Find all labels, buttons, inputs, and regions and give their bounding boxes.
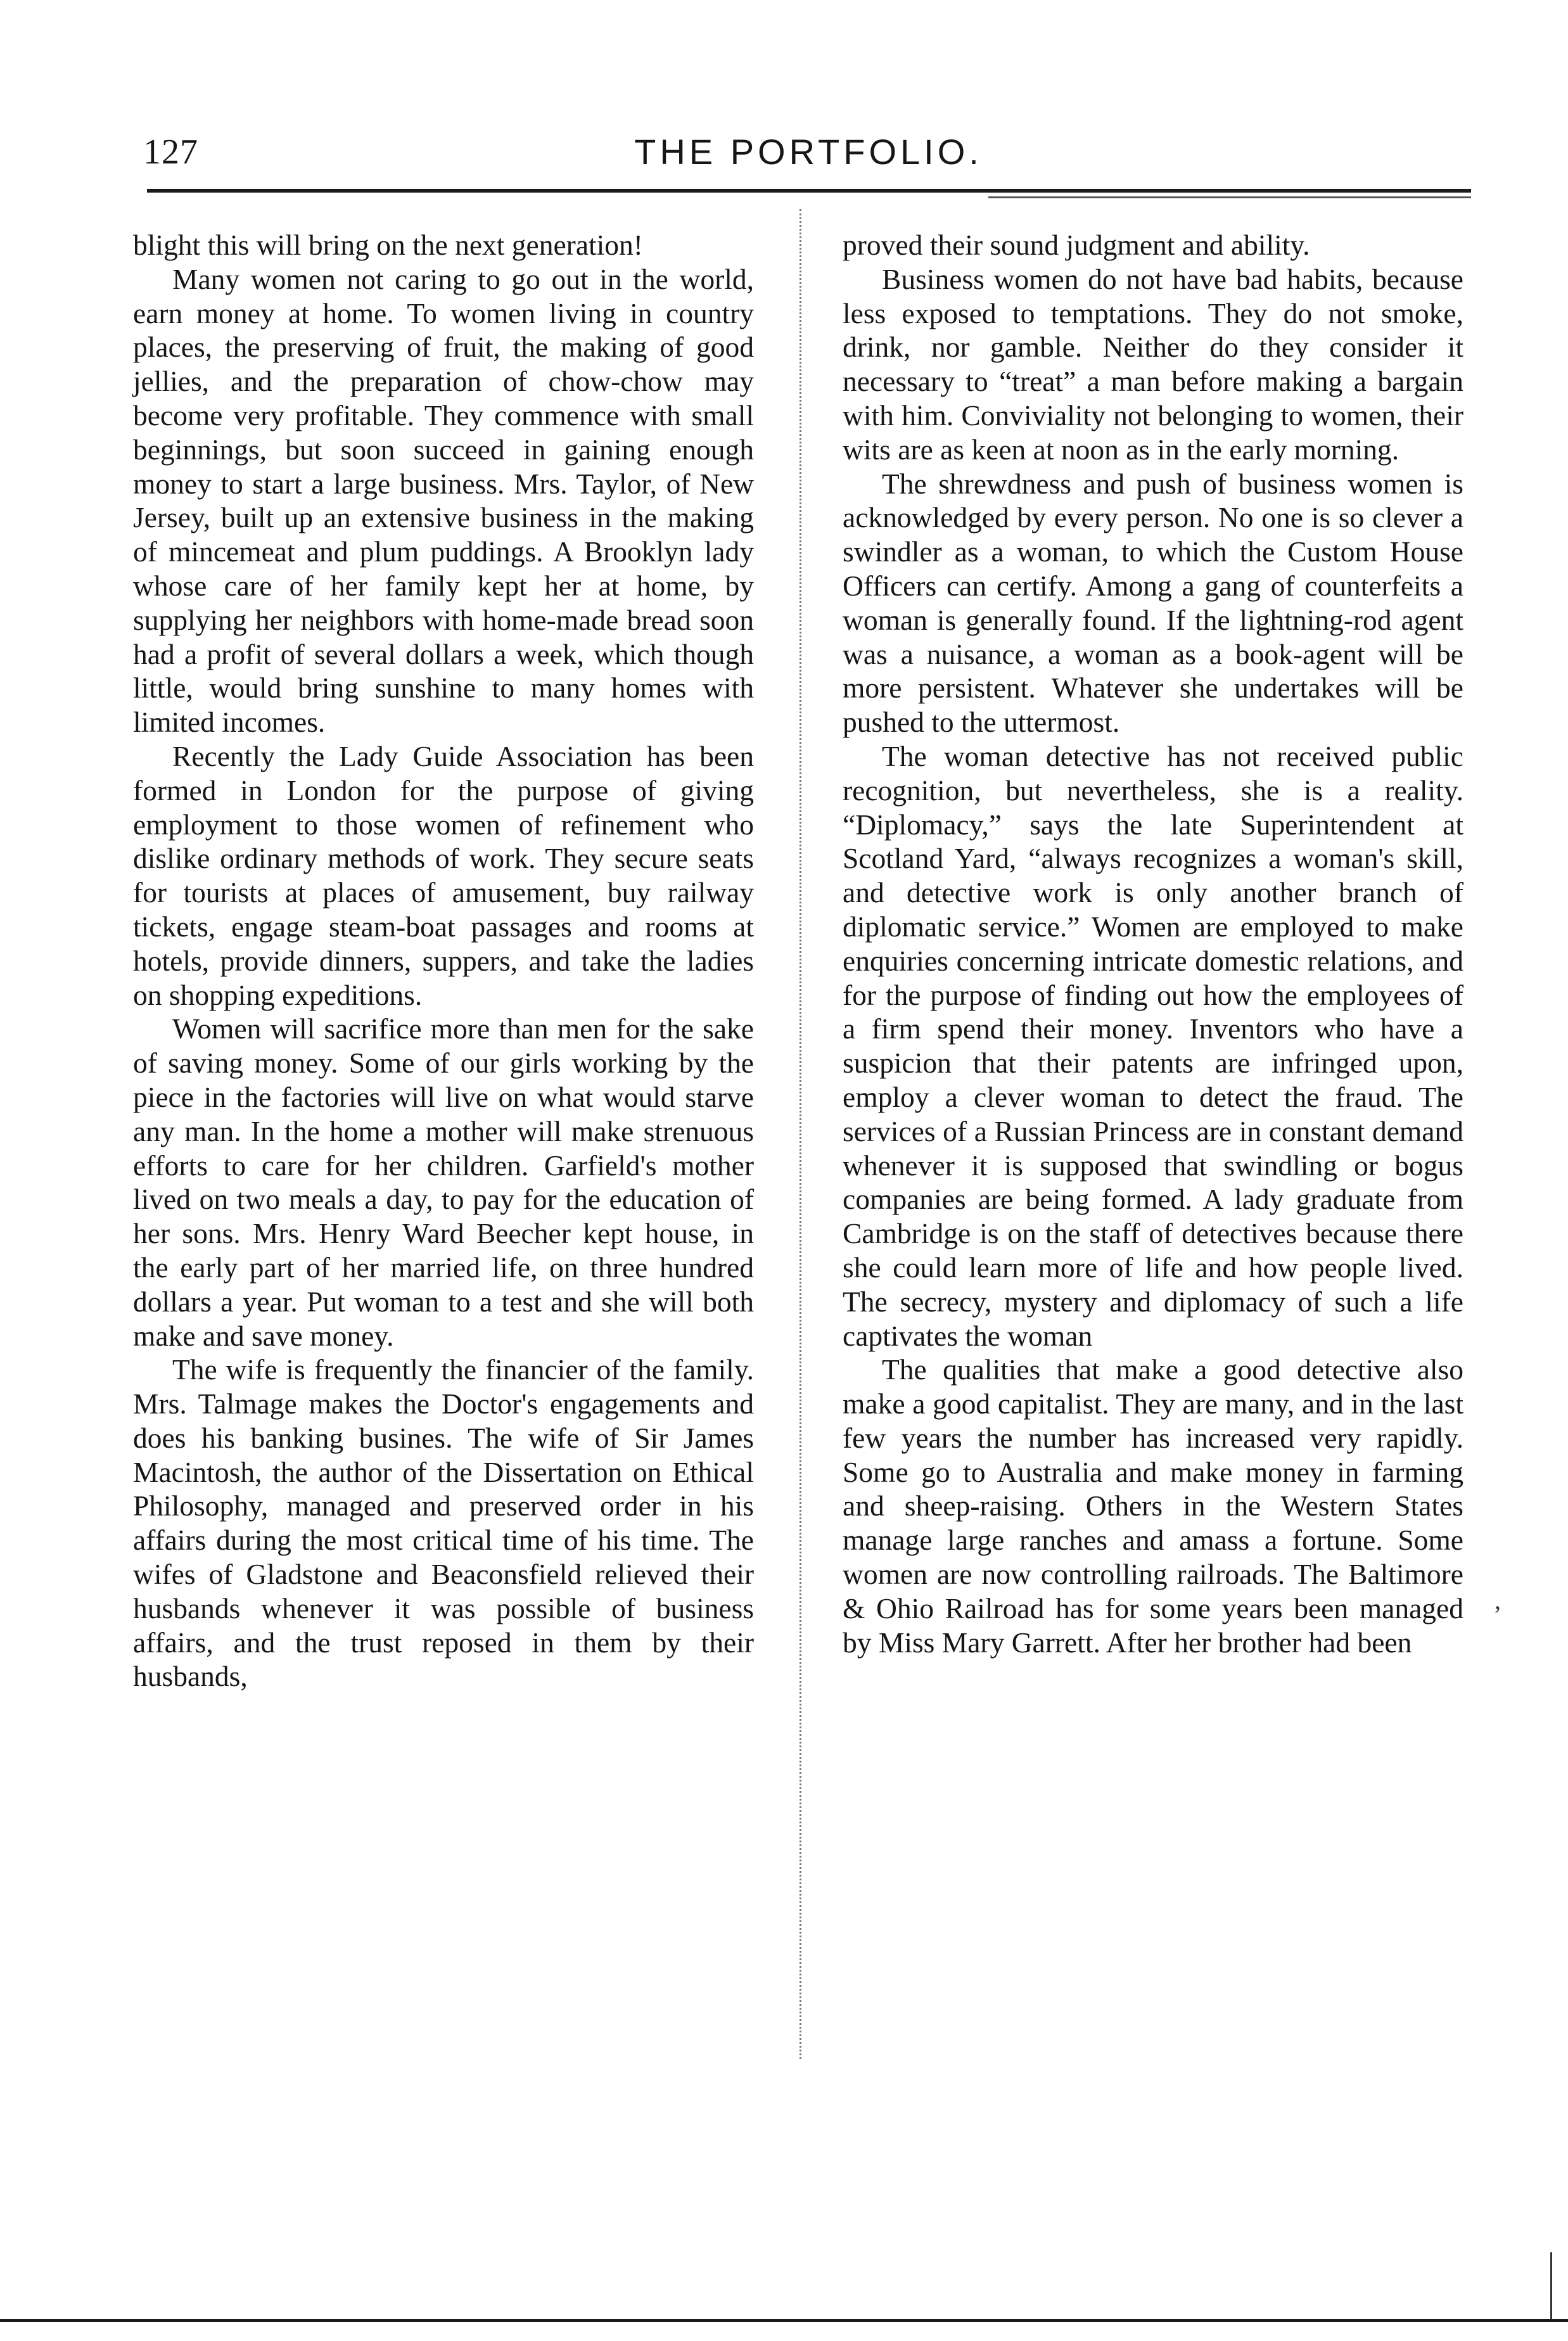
page-bottom-edge (0, 2319, 1568, 2322)
paragraph: The shrewdness and push of business women is acknowledged by every person. No one is so clever a swindler as a woman, to which the Custom House Officers can certify. Among a gang of counterfeits a woman is generally found. If the lightning-rod agent was a nuisance, a woman as a book-agent will be more persistent. Whatever she undertakes will be pushed to the uttermost. (843, 467, 1463, 739)
left-column (133, 228, 754, 1694)
paragraph: The wife is frequently the financier of the family. Mrs. Talmage makes the Doctor's engagements and does his banking busines. The wife of Sir James Macintosh, the author of the Dissertation on Ethical Philosophy, managed and preserved order in his affairs during the most critical time of his time. The wifes of Gladstone and Beaconsfield relieved their husbands whenever it was possible of business affairs, and the trust reposed in them by their husbands, (133, 1353, 754, 1693)
paragraph: The qualities that make a good detective also make a good capitalist. They are many, and in the last few years the number has increased very rapidly. Some go to Australia and make money in farming and sheep-raising. Others in the Western States manage large ranches and amass a fortune. Some women are now controlling railroads. The Baltimore & Ohio Railroad has for some years been managed by Miss Mary Garrett. After her brother had been (843, 1353, 1463, 1659)
paragraph: Many women not caring to go out in the world, earn money at home. To women living in country places, the preserving of fruit, the making of good jellies, and the preparation of chow-chow may become very profitable. They commence with small beginnings, but soon succeed in gaining enough money to start a large business. Mrs. Taylor, of New Jersey, built up an extensive business in the making of mincemeat and plum puddings. A Brooklyn lady whose care of her family kept her at home, by supplying her neighbors with home-made bread soon had a profit of several dollars a week, which though little, would bring sunshine to many homes with limited incomes. (133, 262, 754, 739)
paragraph: Business women do not have bad habits, because less exposed to temptations. They do not smoke, drink, nor gamble. Neither do they consider it necessary to “treat” a man before making a bargain with him. Conviviality not belonging to women, their wits are as keen at noon as in the early morning. (843, 262, 1463, 466)
page-number: 127 (143, 132, 198, 172)
page-edge-mark (1550, 2252, 1552, 2322)
header-rule (147, 189, 1471, 193)
print-speck: ’ (1493, 1600, 1502, 1629)
right-column (843, 228, 1463, 1659)
column-divider (800, 209, 801, 2059)
page-header (143, 124, 1474, 181)
paragraph: Recently the Lady Guide Association has been formed in London for the purpose of giving employment to those women of refinement who dislike ordinary methods of work. They secure seats for tourists at places of amusement, buy railway tickets, engage steam-boat passages and rooms at hotels, provide dinners, suppers, and take the ladies on shopping expeditions. (133, 739, 754, 1011)
paragraph: The woman detective has not received public recognition, but nevertheless, she is a reality. “Diplomacy,” says the late Superintendent at Scotland Yard, “always recognizes a woman's skill, and detective work is only another branch of diplomatic service.” Women are employed to make enquiries concerning intricate domestic relations, and for the purpose of finding out how the employees of a firm spend their money. Inventors who have a suspicion that their patents are infringed upon, employ a clever woman to detect the fraud. The services of a Russian Princess are in constant demand whenever it is supposed that swindling or bogus companies are being formed. A lady graduate from Cambridge is on the staff of detectives because there she could learn more of life and how people lived. The secrecy, mystery and diplomacy of such a life captivates the woman (843, 739, 1463, 1352)
running-title: THE PORTFOLIO. (634, 132, 983, 172)
paragraph: proved their sound judgment and ability. (843, 229, 1310, 261)
header-rule-secondary (988, 196, 1471, 198)
paragraph: blight this will bring on the next generation! (133, 229, 643, 261)
paragraph: Women will sacrifice more than men for the sake of saving money. Some of our girls working by the piece in the factories will live on what would starve any man. In the home a mother will make strenuous efforts to care for her children. Garfield's mother lived on two meals a day, to pay for the education of her sons. Mrs. Henry Ward Beecher kept house, in the early part of her married life, on three hundred dollars a year. Put woman to a test and she will both make and save money. (133, 1012, 754, 1352)
